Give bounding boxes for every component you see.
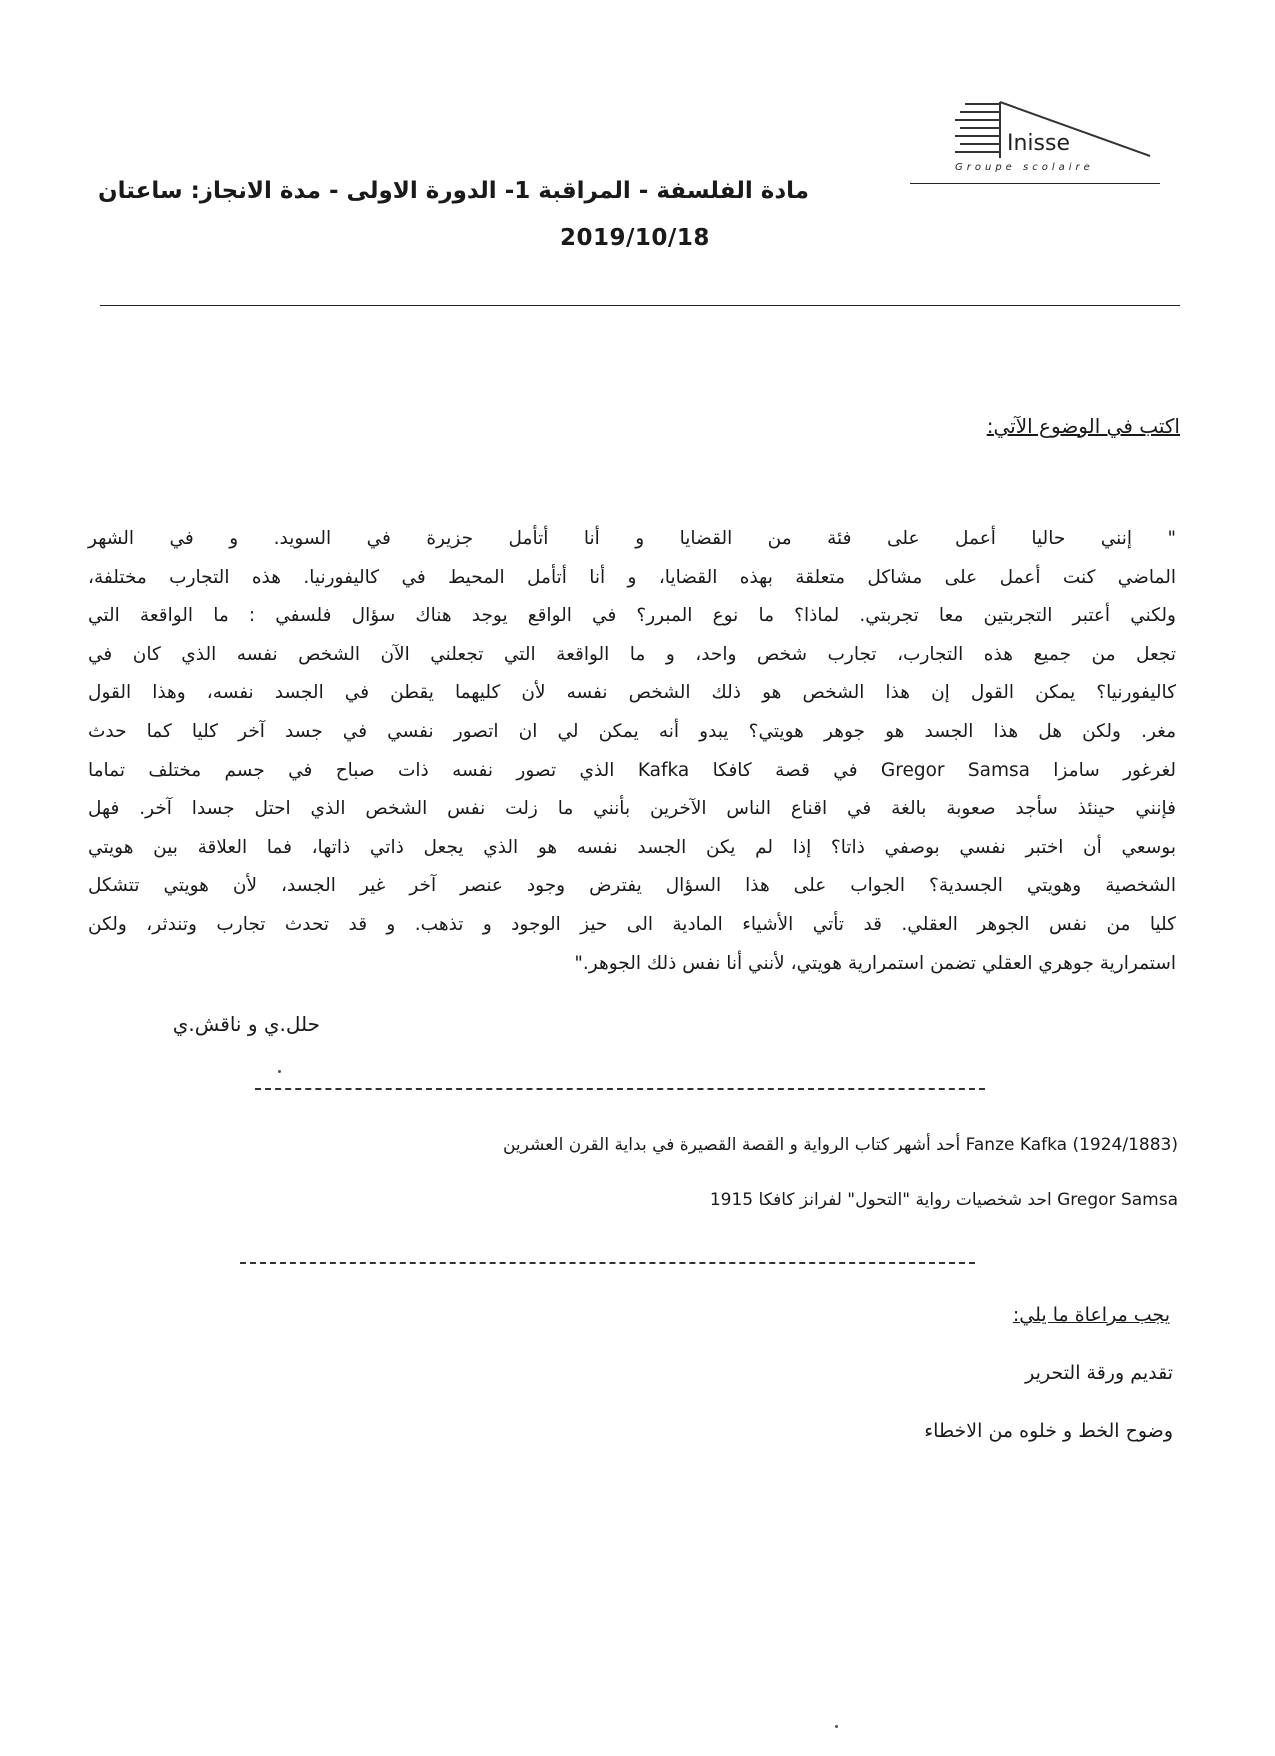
passage-line: بوسعي أن اختبر نفسي بوصفي ذاتا؟ إذا لم يكن الجسد نفسه هو الذي يجعل ذاتي ذاتها، فما العلاقة بين هويتي — [88, 836, 1176, 858]
passage-line: كاليفورنيا؟ يمكن القول إن هذا الشخص هو ذلك الشخص نفسه لأن كليهما يقطن في الجسد نفسه، وهذا القول — [88, 682, 1176, 704]
passage-line: " إنني حاليا أعمل على فئة من القضايا و أنا أتأمل جزيرة في السويد. و في الشهر — [88, 528, 1176, 549]
passage-line: الماضي كنت أعمل على مشاكل متعلقة بهذه القضايا، و أنا أتأمل المحيط في كاليفورنيا. هذه التجارب مختلفة، — [88, 566, 1176, 588]
dashed-divider — [240, 1262, 975, 1264]
dashed-divider — [255, 1088, 985, 1090]
logo-text: Inisse — [1007, 131, 1071, 156]
logo-subtext: Groupe scolaire — [955, 162, 1094, 173]
passage-line: تجعل من جميع هذه التجارب، تجارب شخص واحد، و ما الواقعة التي تجعلني الآن الشخص نفسه الذي كان في — [88, 643, 1176, 665]
school-logo — [955, 100, 1155, 180]
header-divider — [100, 305, 1180, 306]
requirement-item: وضوح الخط و خلوه من الاخطاء — [924, 1420, 1173, 1442]
exam-title: مادة الفلسفة - المراقبة 1- الدورة الاولى - مدة الانجاز: ساعتان — [97, 178, 809, 204]
passage-line: مغر. ولكن هل هذا الجسد هو جوهر هويتي؟ يبدو أنه يمكن لي ان اتصور نفسي في جسد آخر كليا كما حدث — [88, 720, 1176, 742]
passage-line: الشخصية وهويتي الجسدية؟ الجواب على هذا السؤال يفترض وجود عنصر آخر غير الجسد، لأن هويتي تتشكل — [88, 875, 1176, 897]
instruction-heading: اكتب في الوضوع الآتي: — [986, 414, 1180, 438]
passage-line: ولكني أعتبر التجربتين معا تجربتي. لماذا؟ ما نوع المبرر؟ في الواقع يوجد هناك سؤال فلسفي : ما الواقعة التي — [88, 605, 1176, 627]
task-instruction: حلل.ي و ناقش.ي — [172, 1012, 320, 1036]
exam-date: 2019/10/18 — [560, 225, 710, 251]
requirement-item: تقديم ورقة التحرير — [1025, 1362, 1173, 1384]
requirements-heading: يجب مراعاة ما يلي: — [1012, 1304, 1170, 1326]
footnote-samsa: Gregor Samsa احد شخصيات رواية "التحول" لفرانز كافكا 1915 — [709, 1190, 1178, 1210]
logo-underline — [910, 183, 1160, 184]
scan-speck — [835, 1725, 838, 1728]
passage-line: استمرارية جوهري العقلي تضمن استمرارية هويتي، لأنني أنا نفس ذلك الجوهر." — [574, 952, 1176, 974]
passage-line: كليا من نفس الجوهر العقلي. قد تأتي الأشياء المادية الى حيز الوجود و تذهب. و قد تحدث تجارب وتندثر، ولكن — [88, 913, 1176, 935]
philosophy-passage — [88, 520, 1176, 983]
footnote-kafka: Fanze Kafka (1924/1883) أحد أشهر كتاب الرواية و القصة القصيرة في بداية القرن العشرين — [502, 1135, 1178, 1155]
passage-line: لغرغور سامزا Gregor Samsa في قصة كافكا Kafka الذي تصور نفسه ذات صباح في جسم مختلف تماما — [88, 759, 1177, 781]
scan-speck — [278, 1070, 281, 1073]
passage-line: فإنني حينئذ سأجد صعوبة بالغة في اقناع الناس الآخرين بأنني ما زلت نفس الشخص الذي احتل جسدا آخر. فهل — [88, 798, 1176, 820]
school-logo-graphic — [955, 100, 1155, 180]
